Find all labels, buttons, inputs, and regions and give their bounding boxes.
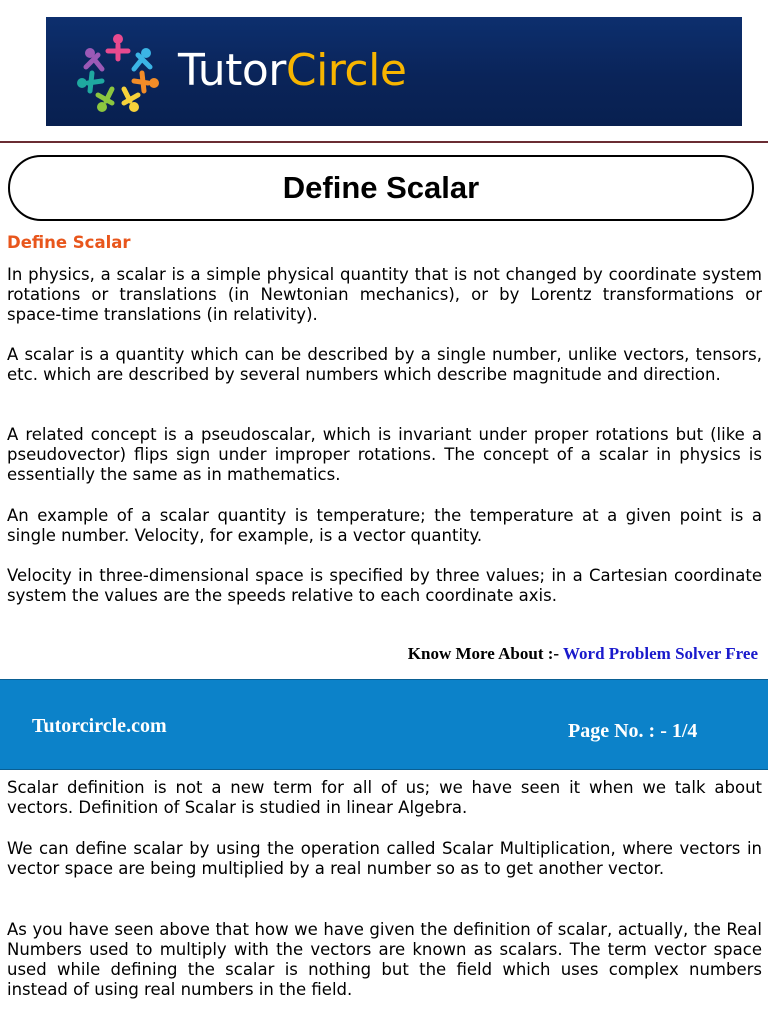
header-banner <box>46 17 742 126</box>
know-more-line <box>408 644 758 664</box>
know-more-prefix: Know More About :- <box>407 644 563 663</box>
paragraph-8: As you have seen above that how we have given the definition of scalar, actually, the Real Numbers used to multiply with the vectors are known as scalars. The term vector space used while defining the scalar is nothing but the field which uses complex numbers instead of using real numbers in the field. <box>7 920 762 999</box>
paragraph-2: A scalar is a quantity which can be described by a single number, unlike vectors, tensors, etc. which are described by several numbers which describe magnitude and direction. <box>7 345 762 384</box>
know-more-link[interactable]: Word Problem Solver Free <box>563 644 758 663</box>
section-heading: Define Scalar <box>7 233 131 252</box>
header-divider <box>0 141 768 143</box>
page-title: Define Scalar <box>8 155 754 221</box>
brand-wordmark <box>178 45 406 97</box>
brand-part-tutor: Tutor <box>178 45 286 96</box>
paragraph-1: In physics, a scalar is a simple physical quantity that is not changed by coordinate system rotations or translations (in Newtonian mechanics), or by Lorentz transformations or space-time translations (in relativity). <box>7 265 762 324</box>
paragraph-7: We can define scalar by using the operation called Scalar Multiplication, where vectors in vector space are being multiplied by a real number so as to get another vector. <box>7 839 762 878</box>
paragraph-6: Scalar definition is not a new term for all of us; we have seen it when we talk about vectors. Definition of Scalar is studied in linear Algebra. <box>7 778 762 817</box>
footer-site-link[interactable]: Tutorcircle.com <box>32 715 167 737</box>
paragraph-4: An example of a scalar quantity is temperature; the temperature at a given point is a single number. Velocity, for example, is a vector quantity. <box>7 506 762 545</box>
page-number: Page No. : - 1/4 <box>568 720 698 742</box>
tutorcircle-people-circle-icon <box>68 27 168 115</box>
paragraph-5: Velocity in three-dimensional space is specified by three values; in a Cartesian coordinate system the values are the speeds relative to each coordinate axis. <box>7 566 762 605</box>
page-footer-bar <box>0 679 768 770</box>
brand-part-circle: Circle <box>285 45 407 96</box>
paragraph-3: A related concept is a pseudoscalar, which is invariant under proper rotations but (like a pseudovector) flips sign under improper rotations. The concept of a scalar in physics is essentially the same as in mathematics. <box>7 425 762 484</box>
